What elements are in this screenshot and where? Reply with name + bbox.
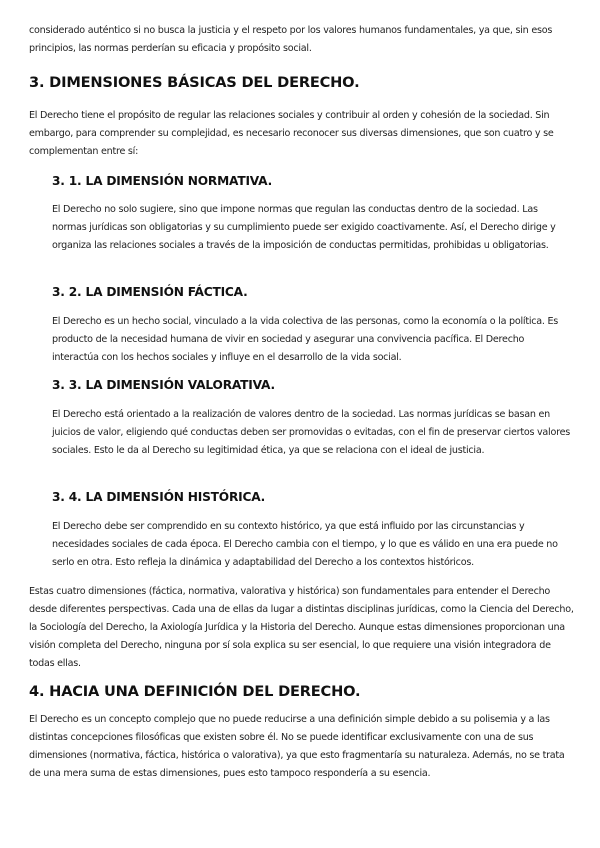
section-4-heading: 4. HACIA UNA DEFINICIÓN DEL DERECHO. [29,683,361,700]
section-3-intro: El Derecho tiene el propósito de regular las relaciones sociales y contribuir al orden y cohesión de la sociedad. Sin embargo, para comprender su complejidad, es necesario reconocer sus diversas dimensiones, que son cuatro y se complementan entre sí: [29,110,554,157]
subsection-3-4-body: El Derecho debe ser comprendido en su contexto histórico, ya que está influido por las circunstancias y necesidades sociales de cada época. El Derecho cambia con el tiempo, y lo que es válido en una era puede no serlo en otra. Esto refleja la dinámica y adaptabilidad del Derecho a los contextos históricos. [52,521,558,568]
section-3-heading: 3. DIMENSIONES BÁSICAS DEL DERECHO. [29,74,360,91]
subsection-3-1-body: El Derecho no solo sugiere, sino que impone normas que regulan las conductas dentro de la sociedad. Las normas jurídicas son obligatorias y su cumplimiento puede ser exigido coactivamente. Así, el Derecho dirige y organiza las relaciones sociales a través de la imposición de conductas permitidas, prohibidas u obligatorias. [52,204,556,251]
section-3-closing: Estas cuatro dimensiones (fáctica, normativa, valorativa y histórica) son fundamentales para entender el Derecho desde diferentes perspectivas. Cada una de ellas da lugar a distintas disciplinas jurídicas, como la Ciencia del Derecho, la Sociología del Derecho, la Axiología Jurídica y la Historia del Derecho. Aunque estas dimensiones proporcionan una visión completa del Derecho, ninguna por sí sola explica su ser esencial, lo que requiere una visión integradora de todas ellas. [29,586,574,669]
section-4-body: El Derecho es un concepto complejo que no puede reducirse a una definición simple debido a su polisemia y a las distintas concepciones filosóficas que existen sobre él. No se puede identificar exclusivamente con una de sus dimensiones (normativa, fáctica, histórica o valorativa), ya que esto fragmentaría su naturaleza. Además, no se trata de una mera suma de estas dimensiones, pues esto tampoco respondería a su esencia. [29,714,565,779]
subsection-3-1-heading: 3. 1. LA DIMENSIÓN NORMATIVA. [52,174,273,188]
subsection-3-3-heading: 3. 3. LA DIMENSIÓN VALORATIVA. [52,378,275,392]
intro-paragraph: considerado auténtico si no busca la justicia y el respeto por los valores humanos fundamentales, ya que, sin esos principios, las normas perderían su eficacia y propósito social. [29,25,553,54]
subsection-3-2-body: El Derecho es un hecho social, vinculado a la vida colectiva de las personas, como la economía o la política. Es producto de la necesidad humana de vivir en sociedad y asegurar una convivencia pacífica. El Derecho interactúa con los hechos sociales y influye en el desarrollo de la vida social. [52,316,559,363]
subsection-3-4-heading: 3. 4. LA DIMENSIÓN HISTÓRICA. [52,490,266,504]
subsection-3-2-heading: 3. 2. LA DIMENSIÓN FÁCTICA. [52,285,248,299]
subsection-3-3-body: El Derecho está orientado a la realización de valores dentro de la sociedad. Las normas jurídicas se basan en juicios de valor, eligiendo qué conductas deben ser promovidas o evitadas, con el fin de preservar ciertos valores sociales. Esto le da al Derecho su legitimidad ética, ya que se relaciona con el ideal de justicia. [52,409,570,456]
